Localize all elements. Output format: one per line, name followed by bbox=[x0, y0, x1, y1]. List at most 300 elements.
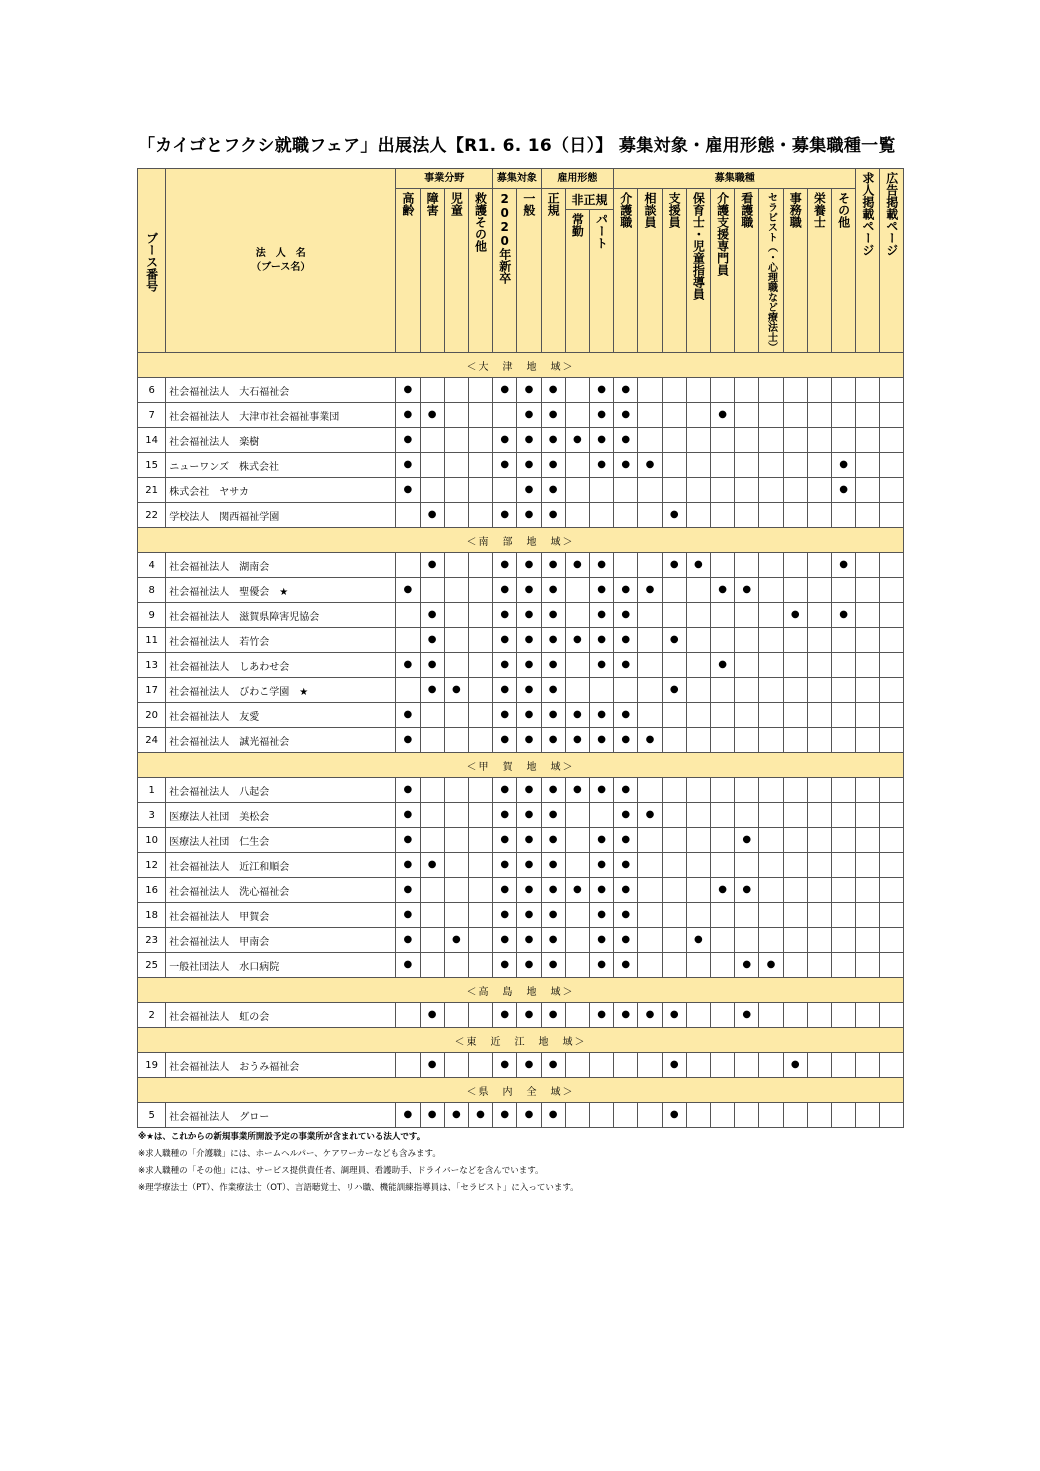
mark-cell bbox=[662, 953, 686, 978]
mark-cell bbox=[735, 853, 759, 878]
mark-cell bbox=[468, 453, 492, 478]
mark-cell bbox=[686, 653, 710, 678]
footnote: ※★は、これからの新規事業所開設予定の事業所が含まれている法人です。 bbox=[138, 1132, 426, 1142]
column-label: 支援員 bbox=[667, 192, 682, 228]
region-row bbox=[138, 753, 904, 778]
mark-cell bbox=[832, 903, 856, 928]
mark-dot: ● bbox=[614, 928, 638, 953]
column-header-12 bbox=[686, 189, 710, 353]
mark-cell bbox=[807, 628, 831, 653]
corporation-name: 社会福祉法人 誠光福祉会 bbox=[166, 728, 396, 753]
mark-cell bbox=[589, 478, 613, 503]
mark-cell bbox=[420, 928, 444, 953]
booth-number: 3 bbox=[138, 803, 166, 828]
mark-cell bbox=[614, 1053, 638, 1078]
mark-cell bbox=[832, 428, 856, 453]
mark-dot: ● bbox=[541, 703, 565, 728]
mark-cell bbox=[420, 378, 444, 403]
mark-cell bbox=[856, 903, 880, 928]
mark-cell bbox=[807, 1003, 831, 1028]
mark-dot: ● bbox=[662, 1103, 686, 1128]
mark-cell bbox=[735, 378, 759, 403]
mark-cell bbox=[880, 803, 904, 828]
mark-dot: ● bbox=[589, 828, 613, 853]
mark-cell bbox=[686, 1003, 710, 1028]
mark-dot: ● bbox=[493, 1053, 517, 1078]
mark-cell bbox=[468, 578, 492, 603]
mark-cell bbox=[589, 1103, 613, 1128]
mark-cell bbox=[686, 603, 710, 628]
mark-cell bbox=[565, 1003, 589, 1028]
mark-cell bbox=[735, 1053, 759, 1078]
corporation-name: 社会福祉法人 びわこ学園 ★ bbox=[166, 678, 396, 703]
mark-cell bbox=[589, 503, 613, 528]
mark-dot: ● bbox=[832, 603, 856, 628]
mark-cell bbox=[638, 678, 662, 703]
mark-cell bbox=[638, 503, 662, 528]
region-label: ＜甲 賀 地 域＞ bbox=[138, 753, 904, 778]
mark-dot: ● bbox=[493, 653, 517, 678]
mark-cell bbox=[662, 478, 686, 503]
mark-cell bbox=[880, 603, 904, 628]
mark-cell bbox=[783, 853, 807, 878]
mark-cell bbox=[565, 1103, 589, 1128]
mark-dot: ● bbox=[614, 803, 638, 828]
mark-cell bbox=[783, 1003, 807, 1028]
mark-dot: ● bbox=[589, 553, 613, 578]
table-row bbox=[138, 453, 904, 478]
mark-cell bbox=[880, 728, 904, 753]
mark-cell bbox=[468, 478, 492, 503]
mark-cell bbox=[638, 903, 662, 928]
mark-cell bbox=[710, 803, 734, 828]
table-row bbox=[138, 553, 904, 578]
mark-cell bbox=[856, 603, 880, 628]
mark-cell bbox=[856, 578, 880, 603]
group-header-target: 募集対象 bbox=[493, 169, 541, 189]
mark-dot: ● bbox=[541, 478, 565, 503]
mark-cell bbox=[420, 778, 444, 803]
mark-dot: ● bbox=[517, 578, 541, 603]
mark-cell bbox=[638, 853, 662, 878]
mark-cell bbox=[880, 653, 904, 678]
mark-cell bbox=[686, 378, 710, 403]
mark-cell bbox=[856, 953, 880, 978]
mark-cell bbox=[832, 503, 856, 528]
mark-cell bbox=[735, 553, 759, 578]
mark-dot: ● bbox=[493, 828, 517, 853]
mark-cell bbox=[444, 378, 468, 403]
booth-number: 17 bbox=[138, 678, 166, 703]
mark-cell bbox=[686, 503, 710, 528]
mark-cell bbox=[565, 853, 589, 878]
mark-cell bbox=[759, 428, 783, 453]
corporation-name: 社会福祉法人 湖南会 bbox=[166, 553, 396, 578]
corporation-name: 医療法人社団 仁生会 bbox=[166, 828, 396, 853]
mark-cell bbox=[686, 478, 710, 503]
booth-number: 20 bbox=[138, 703, 166, 728]
mark-dot: ● bbox=[493, 703, 517, 728]
mark-cell bbox=[783, 403, 807, 428]
mark-dot: ● bbox=[541, 778, 565, 803]
mark-cell bbox=[759, 478, 783, 503]
mark-cell bbox=[880, 453, 904, 478]
mark-dot: ● bbox=[589, 1003, 613, 1028]
mark-cell bbox=[783, 578, 807, 603]
column-header-18 bbox=[832, 189, 856, 353]
region-label: ＜県 内 全 域＞ bbox=[138, 1078, 904, 1103]
mark-cell bbox=[686, 578, 710, 603]
mark-cell bbox=[783, 903, 807, 928]
mark-dot: ● bbox=[396, 953, 420, 978]
mark-cell bbox=[759, 1003, 783, 1028]
mark-cell bbox=[468, 828, 492, 853]
mark-cell bbox=[686, 953, 710, 978]
mark-dot: ● bbox=[517, 728, 541, 753]
booth-name-label: （ブース名） bbox=[251, 261, 311, 273]
mark-cell bbox=[468, 703, 492, 728]
corporation-name: 医療法人社団 美松会 bbox=[166, 803, 396, 828]
mark-cell bbox=[444, 853, 468, 878]
mark-cell bbox=[565, 1053, 589, 1078]
mark-cell bbox=[807, 853, 831, 878]
mark-cell bbox=[856, 553, 880, 578]
mark-cell bbox=[735, 903, 759, 928]
booth-number: 4 bbox=[138, 553, 166, 578]
mark-dot: ● bbox=[517, 678, 541, 703]
column-label: 障害 bbox=[425, 192, 440, 216]
mark-cell bbox=[444, 778, 468, 803]
table-header bbox=[138, 169, 904, 353]
mark-cell bbox=[759, 1103, 783, 1128]
mark-cell bbox=[735, 653, 759, 678]
footnotes bbox=[138, 1129, 579, 1197]
mark-cell bbox=[662, 703, 686, 728]
mark-cell bbox=[565, 803, 589, 828]
mark-dot: ● bbox=[517, 953, 541, 978]
mark-cell bbox=[710, 778, 734, 803]
mark-cell bbox=[444, 628, 468, 653]
column-header-15 bbox=[759, 189, 783, 353]
mark-cell bbox=[783, 803, 807, 828]
mark-cell bbox=[565, 928, 589, 953]
mark-cell bbox=[396, 1053, 420, 1078]
mark-dot: ● bbox=[493, 453, 517, 478]
mark-dot: ● bbox=[493, 878, 517, 903]
mark-cell bbox=[856, 778, 880, 803]
mark-cell bbox=[420, 878, 444, 903]
mark-cell bbox=[420, 478, 444, 503]
mark-cell bbox=[880, 1053, 904, 1078]
mark-cell bbox=[759, 853, 783, 878]
mark-cell bbox=[856, 503, 880, 528]
mark-dot: ● bbox=[662, 628, 686, 653]
region-row bbox=[138, 1078, 904, 1103]
table-row bbox=[138, 778, 904, 803]
booth-number: 5 bbox=[138, 1103, 166, 1128]
mark-cell bbox=[807, 503, 831, 528]
mark-cell bbox=[710, 928, 734, 953]
table-row bbox=[138, 503, 904, 528]
mark-dot: ● bbox=[420, 553, 444, 578]
mark-dot: ● bbox=[541, 403, 565, 428]
mark-cell bbox=[686, 1103, 710, 1128]
mark-dot: ● bbox=[614, 953, 638, 978]
column-label: 広告掲載ページ bbox=[884, 172, 899, 256]
mark-cell bbox=[832, 403, 856, 428]
mark-cell bbox=[807, 778, 831, 803]
mark-cell bbox=[493, 403, 517, 428]
mark-dot: ● bbox=[541, 553, 565, 578]
booth-number: 19 bbox=[138, 1053, 166, 1078]
mark-cell bbox=[856, 803, 880, 828]
mark-cell bbox=[444, 603, 468, 628]
column-header-10 bbox=[638, 189, 662, 353]
booth-number-label: ブース番号 bbox=[144, 232, 159, 292]
mark-cell bbox=[710, 628, 734, 653]
mark-cell bbox=[783, 703, 807, 728]
mark-dot: ● bbox=[589, 878, 613, 903]
mark-cell bbox=[396, 503, 420, 528]
mark-cell bbox=[638, 628, 662, 653]
mark-cell bbox=[686, 803, 710, 828]
mark-cell bbox=[856, 628, 880, 653]
mark-dot: ● bbox=[517, 478, 541, 503]
mark-cell bbox=[759, 778, 783, 803]
mark-cell bbox=[686, 853, 710, 878]
mark-dot: ● bbox=[517, 428, 541, 453]
mark-cell bbox=[735, 478, 759, 503]
mark-cell bbox=[856, 1053, 880, 1078]
mark-dot: ● bbox=[396, 578, 420, 603]
mark-dot: ● bbox=[614, 853, 638, 878]
mark-dot: ● bbox=[420, 403, 444, 428]
mark-dot: ● bbox=[541, 953, 565, 978]
mark-dot: ● bbox=[517, 853, 541, 878]
mark-cell bbox=[735, 603, 759, 628]
mark-cell bbox=[686, 703, 710, 728]
table-row bbox=[138, 928, 904, 953]
mark-cell bbox=[614, 503, 638, 528]
column-label: 児童 bbox=[449, 192, 464, 216]
mark-cell bbox=[614, 478, 638, 503]
table-row bbox=[138, 728, 904, 753]
booth-number: 13 bbox=[138, 653, 166, 678]
mark-cell bbox=[638, 428, 662, 453]
mark-cell bbox=[880, 503, 904, 528]
column-header-16 bbox=[783, 189, 807, 353]
mark-cell bbox=[468, 878, 492, 903]
mark-dot: ● bbox=[614, 778, 638, 803]
mark-cell bbox=[807, 403, 831, 428]
mark-cell bbox=[638, 703, 662, 728]
corporation-name: ニューワンズ 株式会社 bbox=[166, 453, 396, 478]
mark-cell bbox=[807, 703, 831, 728]
mark-dot: ● bbox=[541, 878, 565, 903]
mark-cell bbox=[807, 828, 831, 853]
corporation-name: 社会福祉法人 洗心福祉会 bbox=[166, 878, 396, 903]
mark-dot: ● bbox=[589, 378, 613, 403]
mark-cell bbox=[444, 878, 468, 903]
mark-cell bbox=[444, 578, 468, 603]
mark-cell bbox=[832, 728, 856, 753]
mark-dot: ● bbox=[565, 553, 589, 578]
mark-cell bbox=[662, 578, 686, 603]
group-header-non-regular: 非正規 bbox=[565, 189, 613, 210]
mark-cell bbox=[686, 403, 710, 428]
mark-cell bbox=[759, 928, 783, 953]
mark-dot: ● bbox=[493, 603, 517, 628]
footnote: ※理学療法士（PT）、作業療法士（OT）、言語聴覚士、リハ職、機能訓練指導員は、「セラピスト」に入っています。 bbox=[138, 1183, 579, 1193]
mark-dot: ● bbox=[686, 928, 710, 953]
table-row bbox=[138, 378, 904, 403]
mark-cell bbox=[832, 828, 856, 853]
mark-cell bbox=[444, 728, 468, 753]
mark-cell bbox=[735, 678, 759, 703]
mark-cell bbox=[565, 953, 589, 978]
mark-cell bbox=[710, 1053, 734, 1078]
column-header-1 bbox=[420, 189, 444, 353]
mark-cell bbox=[710, 1003, 734, 1028]
mark-dot: ● bbox=[517, 603, 541, 628]
mark-dot: ● bbox=[420, 853, 444, 878]
booth-number: 9 bbox=[138, 603, 166, 628]
mark-cell bbox=[565, 603, 589, 628]
column-header-0 bbox=[396, 189, 420, 353]
mark-cell bbox=[759, 1053, 783, 1078]
corporation-name: 一般社団法人 水口病院 bbox=[166, 953, 396, 978]
mark-cell bbox=[565, 403, 589, 428]
mark-cell bbox=[880, 378, 904, 403]
mark-dot: ● bbox=[735, 1003, 759, 1028]
mark-cell bbox=[710, 903, 734, 928]
mark-cell bbox=[807, 803, 831, 828]
mark-cell bbox=[856, 1103, 880, 1128]
mark-dot: ● bbox=[832, 478, 856, 503]
mark-cell bbox=[565, 453, 589, 478]
mark-cell bbox=[735, 628, 759, 653]
booth-number: 1 bbox=[138, 778, 166, 803]
mark-cell bbox=[880, 903, 904, 928]
mark-dot: ● bbox=[517, 1103, 541, 1128]
column-label: 保育士・児童指導員 bbox=[691, 192, 706, 300]
mark-dot: ● bbox=[735, 828, 759, 853]
mark-cell bbox=[856, 703, 880, 728]
mark-dot: ● bbox=[396, 378, 420, 403]
mark-dot: ● bbox=[686, 553, 710, 578]
mark-cell bbox=[614, 553, 638, 578]
mark-dot: ● bbox=[396, 778, 420, 803]
mark-cell bbox=[396, 553, 420, 578]
mark-cell bbox=[468, 403, 492, 428]
mark-cell bbox=[420, 903, 444, 928]
table-row bbox=[138, 878, 904, 903]
mark-cell bbox=[468, 378, 492, 403]
mark-cell bbox=[444, 503, 468, 528]
mark-cell bbox=[880, 928, 904, 953]
table-row bbox=[138, 628, 904, 653]
mark-dot: ● bbox=[517, 703, 541, 728]
mark-cell bbox=[396, 678, 420, 703]
column-header-5 bbox=[517, 189, 541, 353]
booth-number: 11 bbox=[138, 628, 166, 653]
mark-dot: ● bbox=[420, 603, 444, 628]
mark-cell bbox=[807, 603, 831, 628]
mark-cell bbox=[759, 703, 783, 728]
mark-cell bbox=[444, 803, 468, 828]
mark-dot: ● bbox=[759, 953, 783, 978]
table-row bbox=[138, 578, 904, 603]
mark-cell bbox=[783, 728, 807, 753]
mark-cell bbox=[759, 653, 783, 678]
mark-cell bbox=[832, 378, 856, 403]
column-header-19 bbox=[856, 169, 880, 353]
mark-dot: ● bbox=[517, 628, 541, 653]
table-row bbox=[138, 428, 904, 453]
mark-cell bbox=[807, 478, 831, 503]
mark-cell bbox=[468, 553, 492, 578]
booth-number: 12 bbox=[138, 853, 166, 878]
mark-cell bbox=[880, 478, 904, 503]
mark-dot: ● bbox=[614, 453, 638, 478]
exhibitor-table bbox=[137, 168, 904, 1128]
mark-cell bbox=[807, 928, 831, 953]
mark-dot: ● bbox=[493, 778, 517, 803]
mark-cell bbox=[638, 828, 662, 853]
corporation-name: 社会福祉法人 楽樹 bbox=[166, 428, 396, 453]
mark-cell bbox=[880, 428, 904, 453]
mark-dot: ● bbox=[493, 928, 517, 953]
table-row bbox=[138, 828, 904, 853]
mark-cell bbox=[638, 553, 662, 578]
mark-cell bbox=[832, 653, 856, 678]
mark-dot: ● bbox=[662, 1003, 686, 1028]
booth-number: 24 bbox=[138, 728, 166, 753]
mark-cell bbox=[783, 553, 807, 578]
mark-cell bbox=[420, 953, 444, 978]
mark-cell bbox=[710, 728, 734, 753]
mark-cell bbox=[662, 853, 686, 878]
corporation-name: 社会福祉法人 滋賀県障害児協会 bbox=[166, 603, 396, 628]
mark-dot: ● bbox=[420, 1053, 444, 1078]
mark-dot: ● bbox=[565, 428, 589, 453]
mark-dot: ● bbox=[396, 478, 420, 503]
corporation-name: 社会福祉法人 しあわせ会 bbox=[166, 653, 396, 678]
table-row bbox=[138, 1003, 904, 1028]
region-label: ＜高 島 地 域＞ bbox=[138, 978, 904, 1003]
mark-dot: ● bbox=[589, 453, 613, 478]
mark-cell bbox=[735, 503, 759, 528]
mark-cell bbox=[759, 628, 783, 653]
mark-dot: ● bbox=[541, 378, 565, 403]
mark-cell bbox=[565, 503, 589, 528]
mark-dot: ● bbox=[493, 628, 517, 653]
mark-dot: ● bbox=[493, 903, 517, 928]
mark-cell bbox=[759, 903, 783, 928]
column-header-2 bbox=[444, 189, 468, 353]
mark-cell bbox=[807, 428, 831, 453]
mark-cell bbox=[783, 953, 807, 978]
mark-dot: ● bbox=[783, 603, 807, 628]
mark-cell bbox=[856, 478, 880, 503]
mark-dot: ● bbox=[638, 803, 662, 828]
mark-cell bbox=[856, 653, 880, 678]
booth-number: 18 bbox=[138, 903, 166, 928]
mark-dot: ● bbox=[710, 403, 734, 428]
mark-cell bbox=[807, 1103, 831, 1128]
mark-cell bbox=[807, 728, 831, 753]
mark-cell bbox=[710, 953, 734, 978]
